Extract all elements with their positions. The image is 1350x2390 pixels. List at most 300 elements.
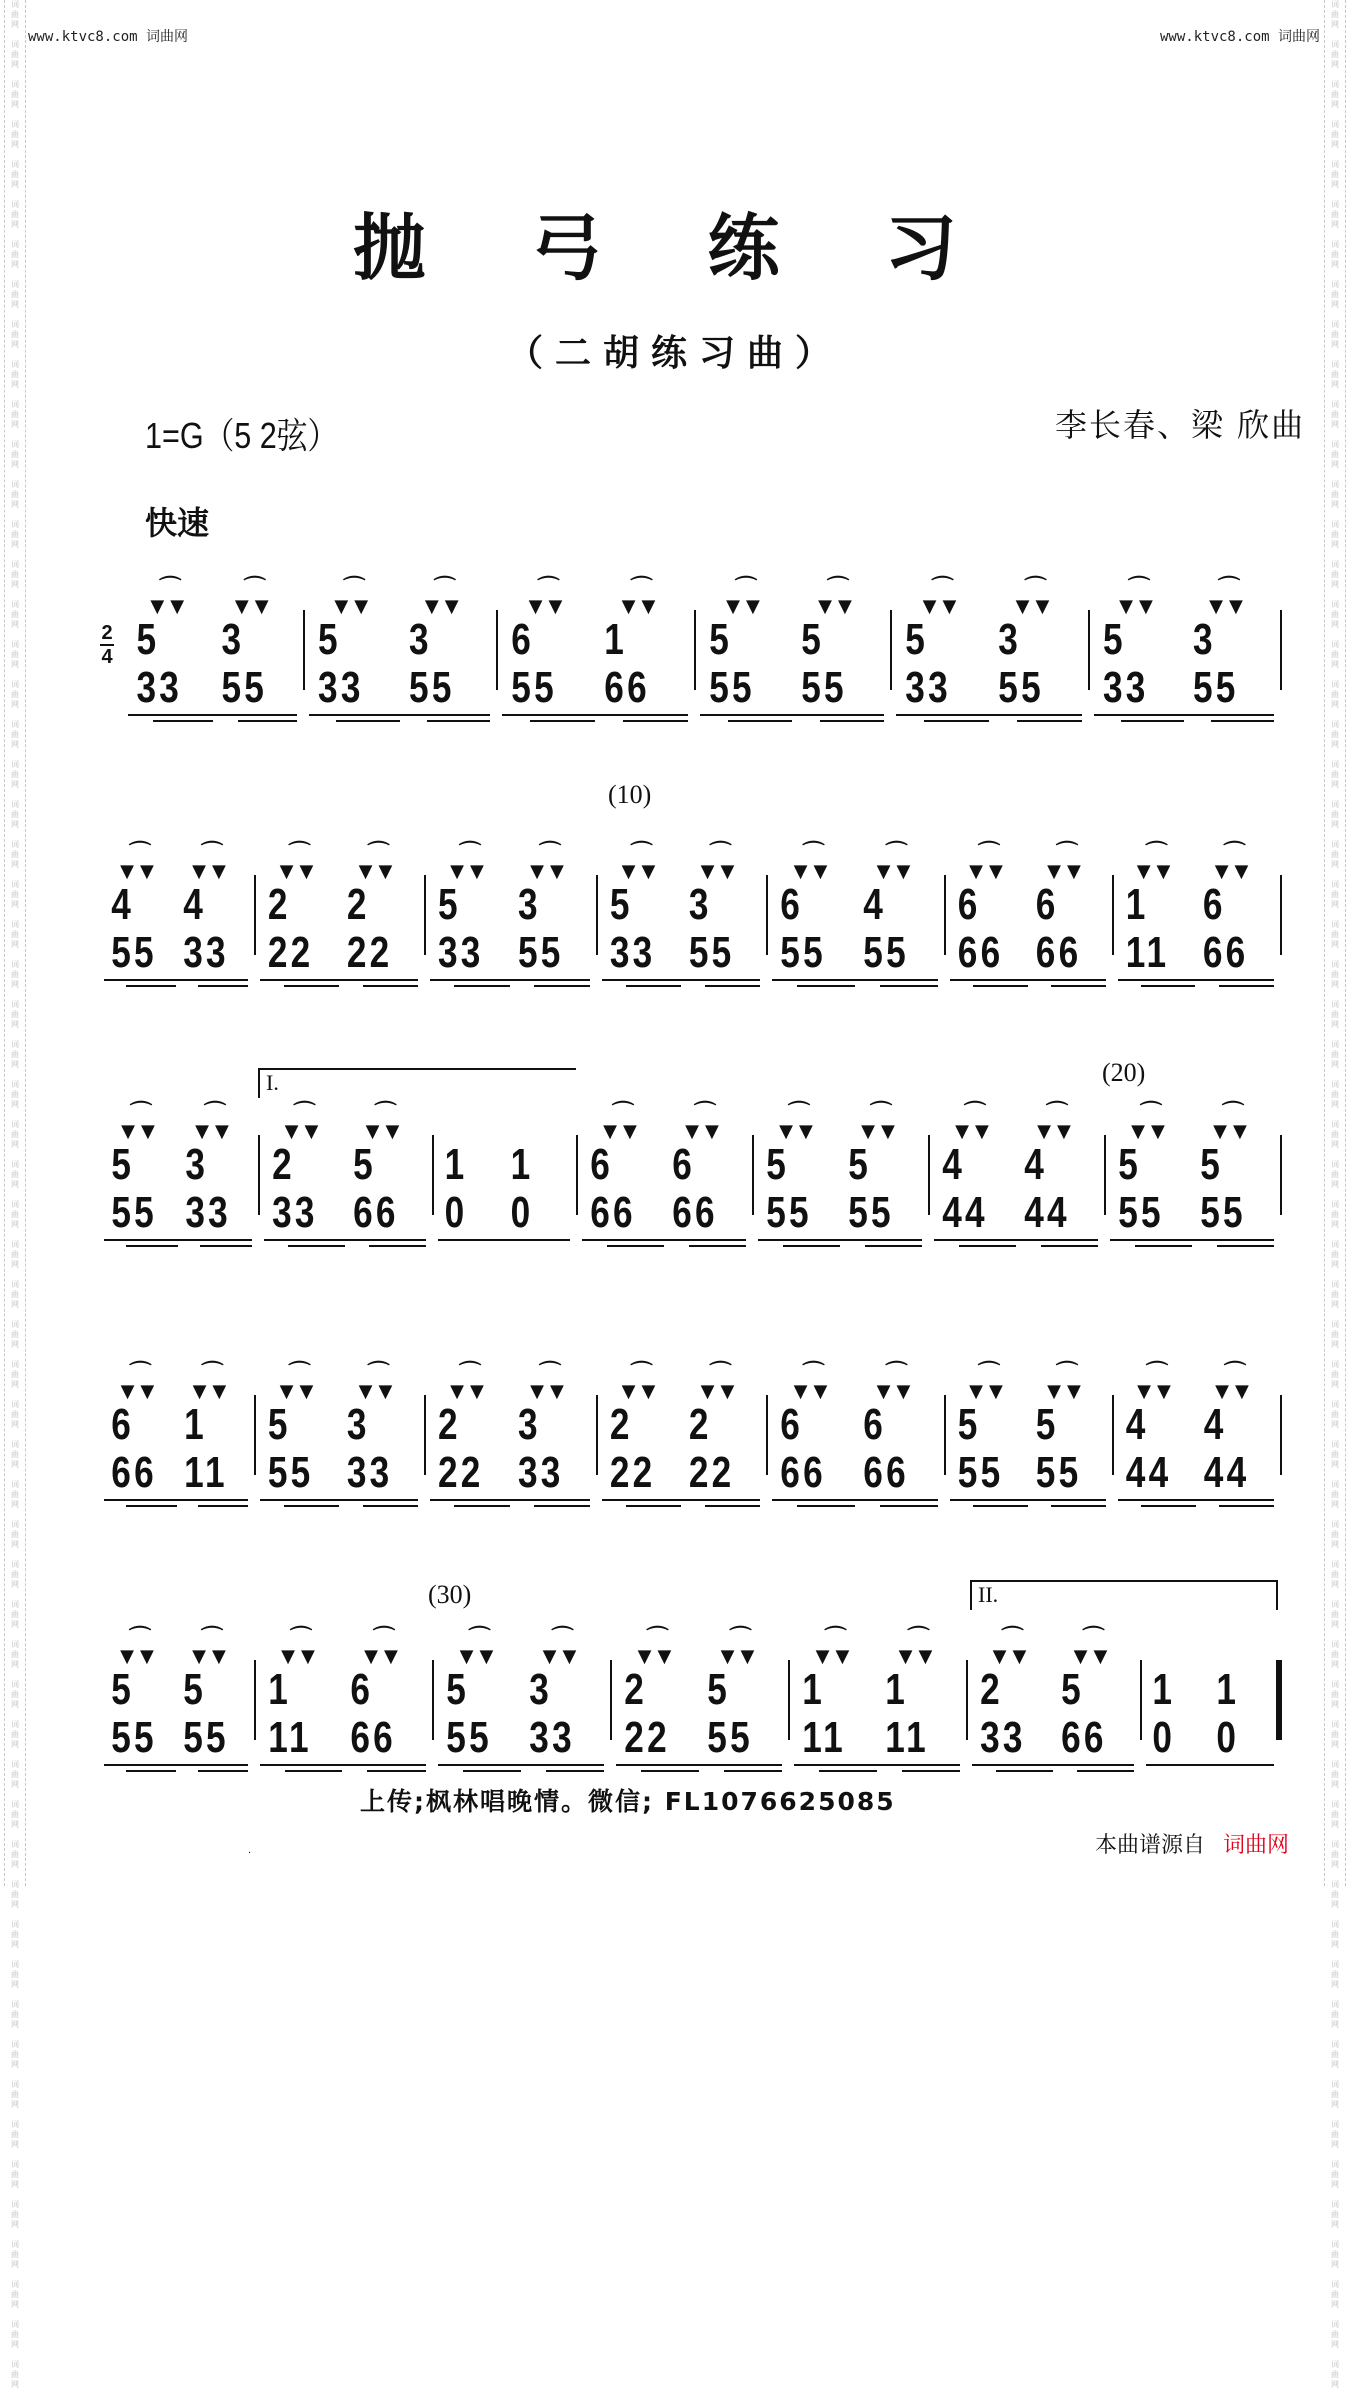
note-group: 5 55: [801, 615, 847, 712]
beat: [855, 825, 938, 987]
note-group: 4 44: [1125, 1400, 1172, 1497]
slur-icon: ⌒: [826, 576, 849, 601]
eighth-beam: [664, 1239, 746, 1241]
sixteenth-beam: [238, 720, 297, 722]
note-group: 5 55: [183, 1665, 229, 1762]
beat: [792, 560, 884, 722]
beat: [602, 1345, 681, 1507]
note-group: 4 44: [1024, 1140, 1070, 1237]
slur-icon: ⌒: [1223, 841, 1246, 866]
beat: [840, 1085, 922, 1247]
sixteenth-beam: [534, 985, 590, 987]
measure: [794, 1610, 960, 1772]
note-group: 5 66: [1061, 1665, 1107, 1762]
beat: [1110, 1085, 1192, 1247]
note-group: 1 0: [1216, 1665, 1240, 1762]
eighth-beam: [772, 1499, 855, 1501]
slur-icon: ⌒: [1055, 841, 1078, 866]
eighth-beam: [104, 1764, 176, 1766]
slur-icon: ⌒: [709, 1361, 732, 1386]
beat: [1028, 825, 1106, 987]
sixteenth-beam: [973, 985, 1028, 987]
bowing-marks: [779, 1085, 819, 1141]
slur-icon: ⌒: [729, 1626, 752, 1651]
eighth-beam: [681, 1499, 760, 1501]
measure: [104, 825, 248, 987]
slur-icon: ⌒: [907, 1626, 930, 1651]
eighth-beam: [1196, 1499, 1274, 1501]
note-group: 3 55: [688, 880, 735, 977]
tempo-marking: 快速: [145, 504, 210, 542]
note-group: 3 55: [998, 615, 1044, 712]
staccato-icon: ▼▼: [922, 596, 963, 617]
sixteenth-beam: [820, 720, 884, 722]
note-group: 5 55: [267, 1400, 314, 1497]
measure: [950, 1345, 1106, 1507]
bar-line: [890, 610, 892, 690]
eighth-beam: [128, 714, 213, 716]
bar-line: [432, 1660, 434, 1740]
note-group: 1 0: [1152, 1665, 1176, 1762]
bowing-marks: [120, 1610, 160, 1666]
measure: [602, 1345, 760, 1507]
staccato-icon: ▼▼: [815, 1646, 856, 1667]
eighth-beam: [950, 979, 1028, 981]
note-group: 2 22: [609, 1400, 656, 1497]
eighth-beam: [176, 1764, 248, 1766]
slur-icon: ⌒: [128, 1626, 151, 1651]
note-group: 5 66: [353, 1140, 399, 1237]
eighth-beam: [616, 1764, 699, 1766]
slur-icon: ⌒: [931, 576, 954, 601]
bowing-marks: [794, 1345, 834, 1401]
staccato-icon: ▼▼: [898, 1646, 939, 1667]
bowing-marks: [425, 560, 465, 616]
staccato-icon: ▼▼: [818, 596, 858, 617]
note-group: 1 11: [1125, 880, 1170, 977]
bar-line: [766, 875, 768, 955]
slur-icon: ⌒: [1045, 1101, 1068, 1126]
staccato-icon: ▼▼: [120, 1646, 160, 1667]
bar-line: [610, 1660, 612, 1740]
eighth-beam: [510, 1499, 590, 1501]
sixteenth-beam: [1141, 1505, 1196, 1507]
beat: [177, 1345, 248, 1507]
eighth-beam: [681, 979, 760, 981]
bar-line: [766, 1395, 768, 1475]
beat: [595, 560, 688, 722]
note-group: 5 55: [707, 1665, 753, 1762]
staccato-icon: ▼▼: [192, 1381, 233, 1402]
slur-icon: ⌒: [802, 841, 825, 866]
sixteenth-beam: [153, 720, 212, 722]
note-group: 2 33: [272, 1140, 318, 1237]
sixteenth-beam: [1017, 720, 1082, 722]
beat: [616, 1610, 699, 1772]
beat: [128, 560, 213, 722]
bar-line: [596, 875, 598, 955]
bowing-marks: [1047, 825, 1087, 881]
note-group: 5 55: [957, 1400, 1004, 1497]
bar-line: [1280, 875, 1282, 955]
staccato-icon: ▼▼: [192, 1646, 232, 1667]
sixteenth-beam: [336, 720, 399, 722]
measure: [430, 1345, 590, 1507]
sixteenth-beam: [1051, 985, 1106, 987]
measure: [1110, 1085, 1274, 1247]
note-group: 2 22: [688, 1400, 735, 1497]
slur-icon: ⌒: [1221, 1101, 1244, 1126]
note-group: 3 55: [220, 615, 267, 712]
bowing-marks: [450, 1345, 490, 1401]
note-group: 6 66: [863, 1400, 909, 1497]
slur-icon: ⌒: [538, 841, 561, 866]
eighth-beam: [1118, 979, 1195, 981]
eighth-beam: [521, 1764, 604, 1766]
note-group: 1 11: [183, 1400, 228, 1497]
slur-icon: ⌒: [693, 1101, 716, 1126]
eighth-beam: [855, 1499, 938, 1501]
note-group: 6 66: [672, 1140, 718, 1237]
slur-icon: ⌒: [372, 1626, 395, 1651]
sixteenth-beam: [126, 1245, 178, 1247]
sixteenth-beam: [641, 1770, 699, 1772]
slur-icon: ⌒: [1024, 576, 1047, 601]
bowing-marks: [955, 1085, 995, 1141]
note-group: 1 0: [510, 1140, 534, 1237]
sixteenth-beam: [198, 985, 248, 987]
bowing-marks: [726, 560, 766, 616]
sixteenth-beam: [1211, 720, 1274, 722]
measure: [309, 560, 490, 722]
sixteenth-beam: [902, 1770, 960, 1772]
slur-icon: ⌒: [734, 576, 757, 601]
slur-icon: ⌒: [458, 841, 481, 866]
slur-icon: ⌒: [537, 576, 560, 601]
source-brand: 词曲网: [1223, 1833, 1290, 1858]
eighth-beam: [1016, 1239, 1098, 1241]
staccato-icon: ▼▼: [120, 861, 160, 882]
sixteenth-beam: [363, 1505, 418, 1507]
measure: [502, 560, 688, 722]
note-group: 6 66: [350, 1665, 396, 1762]
sixteenth-beam: [924, 720, 989, 722]
eighth-beam: [934, 1239, 1016, 1241]
eighth-beam: [699, 1764, 782, 1766]
eighth-beam: [792, 714, 884, 716]
staccato-icon: ▼▼: [121, 1121, 161, 1142]
staccato-icon: ▼▼: [195, 1121, 235, 1142]
sixteenth-beam: [198, 1505, 248, 1507]
beat: [1196, 1345, 1274, 1507]
header-right-url: www.ktvc8.com 词曲网: [1160, 29, 1321, 45]
sixteenth-beam: [284, 1505, 339, 1507]
staccato-icon: ▼▼: [234, 596, 275, 617]
note-group: 2 22: [346, 880, 393, 977]
staccato-icon: ▼▼: [1137, 1381, 1177, 1402]
eighth-beam: [602, 979, 681, 981]
eighth-beam: [700, 714, 792, 716]
bar-line: [1280, 1135, 1282, 1215]
beat: [430, 1345, 510, 1507]
sixteenth-beam: [1041, 1245, 1098, 1247]
slur-icon: ⌒: [458, 1361, 481, 1386]
slur-icon: ⌒: [129, 1361, 152, 1386]
measure: [934, 1085, 1098, 1247]
beat: [772, 825, 855, 987]
beat: [342, 1610, 426, 1772]
bowing-marks: [1016, 560, 1056, 616]
slur-icon: ⌒: [288, 841, 311, 866]
staccato-icon: ▼▼: [720, 1646, 761, 1667]
sixteenth-beam: [797, 1505, 855, 1507]
staccato-icon: ▼▼: [1037, 1121, 1077, 1142]
sixteenth-beam: [865, 1245, 922, 1247]
sixteenth-beam: [1135, 1245, 1192, 1247]
slur-icon: ⌒: [201, 1361, 224, 1386]
bowing-marks: [877, 825, 917, 881]
beat: [438, 1610, 521, 1772]
slur-icon: ⌒: [869, 1101, 892, 1126]
bowing-marks: [359, 825, 399, 881]
beat: [681, 1345, 760, 1507]
sixteenth-beam: [973, 1505, 1028, 1507]
sixteenth-beam: [1051, 1505, 1106, 1507]
eighth-beam: [438, 1764, 521, 1766]
bar-line: [944, 1395, 946, 1475]
bowing-marks: [195, 1085, 235, 1141]
bowing-marks: [622, 560, 662, 616]
beat: [699, 1610, 782, 1772]
upload-credit: 上传;枫林唱晚情。微信; FL1076625085: [360, 1787, 896, 1816]
eighth-beam: [345, 1239, 426, 1241]
sixteenth-beam: [728, 720, 792, 722]
bar-line: [752, 1135, 754, 1215]
eighth-beam: [595, 714, 688, 716]
measure: [700, 560, 884, 722]
slur-icon: ⌒: [963, 1101, 986, 1126]
measure: [772, 1345, 938, 1507]
staccato-icon: ▼▼: [700, 1381, 741, 1402]
slur-icon: ⌒: [1217, 576, 1240, 601]
staccato-icon: ▼▼: [279, 1381, 320, 1402]
bowing-marks: [993, 1610, 1033, 1666]
beat: [260, 825, 339, 987]
slur-icon: ⌒: [200, 1626, 223, 1651]
slur-icon: ⌒: [1145, 1361, 1168, 1386]
bar-line: [424, 875, 426, 955]
measure: [616, 1610, 782, 1772]
sixteenth-beam: [546, 1770, 604, 1772]
bowing-marks: [530, 825, 570, 881]
beat: [989, 560, 1082, 722]
note-group: 5 33: [1103, 615, 1149, 712]
sixteenth-beam: [1217, 1245, 1274, 1247]
sixteenth-beam: [530, 720, 595, 722]
measure: [260, 1345, 418, 1507]
staccato-icon: ▼▼: [459, 1646, 500, 1667]
staccato-icon: ▼▼: [530, 1381, 570, 1402]
slur-icon: ⌒: [630, 841, 653, 866]
staccato-icon: ▼▼: [424, 596, 465, 617]
note-group: 4 33: [183, 880, 229, 977]
staccato-icon: ▼▼: [621, 861, 662, 882]
bowing-marks: [366, 1085, 406, 1141]
slur-icon: ⌒: [128, 841, 151, 866]
beat: [758, 1085, 840, 1247]
bowing-marks: [192, 825, 232, 881]
beat: [504, 1085, 570, 1241]
beat: [1094, 560, 1184, 722]
bowing-marks: [281, 1610, 321, 1666]
staccato-icon: ▼▼: [358, 861, 399, 882]
beat: [1184, 560, 1274, 722]
eighth-beam: [582, 1239, 664, 1241]
beat: [794, 1610, 877, 1772]
bowing-marks: [334, 560, 374, 616]
left-watermark-strip: 词 曲 网 词 曲 网 词 曲 网 词 曲 网 词 曲 网 词 曲 网 词 曲 网 词 曲 网 词 曲 网 词 曲 网 词 曲 网 词 曲 网 词 曲 网 词 曲 网 词 曲 网 词 曲 网 词 曲 网 词 曲 网 词 曲 网 词 曲 网 词 曲 网 词 曲 网 词 曲 网 词 曲 网 词 曲 网 词 曲 网 词 曲 网 词 曲 网 词 曲 网 词 曲 网 词 曲 网 词 曲 网 词 曲 网 词 曲 网 词 曲 网 词 曲 网 词 曲 网 词 曲 网 词 曲 网 词 曲 网 词 曲 网 词 曲 网 词 曲 网 词 曲 网 词 曲 网 词 曲 网 词 曲 网 词 曲 网 词 曲 网 词 曲 网 词 曲 网 词 曲 网 词 曲 网 词 曲 网 词 曲 网 词 曲 网 词 曲 网 词 曲 网 词 曲 网 词 曲 网: [4, 0, 26, 1886]
sixteenth-beam: [626, 1505, 681, 1507]
staccato-icon: ▼▼: [1136, 861, 1177, 882]
measure: [104, 1085, 252, 1247]
beat: [1146, 1610, 1210, 1766]
bowing-marks: [899, 1610, 939, 1666]
bar-line: [432, 1135, 434, 1215]
measure: [430, 825, 590, 987]
beat: [400, 560, 491, 722]
bar-line: [694, 610, 696, 690]
bowing-marks: [1213, 1085, 1253, 1141]
bar-line: [1112, 875, 1114, 955]
sixteenth-beam: [1141, 985, 1195, 987]
note-group: 3 33: [518, 1400, 564, 1497]
beat: [1016, 1085, 1098, 1247]
staccato-icon: ▼▼: [150, 596, 191, 617]
staccato-icon: ▼▼: [364, 1646, 404, 1667]
slur-icon: ⌒: [802, 1361, 825, 1386]
note-group: 4 44: [942, 1140, 988, 1237]
note-group: 1 66: [604, 615, 650, 712]
measure: [950, 825, 1106, 987]
slur-icon: ⌒: [538, 1361, 561, 1386]
staccato-icon: ▼▼: [637, 1646, 678, 1667]
slur-icon: ⌒: [885, 1361, 908, 1386]
sixteenth-beam: [626, 985, 681, 987]
note-group: 5 33: [609, 880, 656, 977]
measure: [972, 1610, 1134, 1772]
volta-second-ending: II.: [970, 1580, 1278, 1610]
beat: [510, 825, 590, 987]
sixteenth-beam: [427, 720, 490, 722]
note-group: 2 33: [980, 1665, 1026, 1762]
volta-first-ending: I.: [258, 1068, 576, 1098]
source-credit: [1095, 1828, 1289, 1859]
sixteenth-beam: [705, 985, 760, 987]
staccato-icon: ▼▼: [120, 1381, 161, 1402]
eighth-beam: [1118, 1499, 1196, 1501]
slur-icon: ⌒: [1001, 1626, 1024, 1651]
note-group: 2 22: [267, 880, 314, 977]
bowing-marks: [622, 1345, 662, 1401]
staccato-icon: ▼▼: [779, 1121, 819, 1142]
note-group: 6 66: [780, 1400, 826, 1497]
bowing-marks: [460, 1610, 500, 1666]
eighth-beam: [260, 1499, 339, 1501]
beat: [178, 1085, 252, 1247]
sixteenth-beam: [126, 985, 176, 987]
measure: [1118, 1345, 1274, 1507]
slur-icon: ⌒: [1055, 1361, 1078, 1386]
eighth-beam: [1053, 1764, 1134, 1766]
note-group: 6 66: [111, 1400, 157, 1497]
slur-icon: ⌒: [367, 1361, 390, 1386]
slur-icon: ⌒: [1082, 1626, 1105, 1651]
note-group: 3 33: [185, 1140, 231, 1237]
note-group: 6 55: [780, 880, 826, 977]
bar-line: [424, 1395, 426, 1475]
bowing-marks: [622, 825, 662, 881]
bar-line: [496, 610, 498, 690]
eighth-beam: [176, 979, 248, 981]
measure: [438, 1085, 570, 1241]
staccato-icon: ▼▼: [542, 1646, 583, 1667]
measure: [1094, 560, 1274, 722]
measure: [438, 1610, 604, 1772]
eighth-beam: [213, 714, 298, 716]
note-group: 6 66: [1035, 880, 1082, 977]
sixteenth-beam: [288, 1245, 345, 1247]
staccato-icon: ▼▼: [603, 1121, 643, 1142]
measure: [1118, 825, 1274, 987]
sixteenth-beam: [454, 1505, 510, 1507]
bowing-marks: [1137, 825, 1177, 881]
beat: [260, 1345, 339, 1507]
measure-number-30: (30): [428, 1580, 472, 1609]
sixteenth-beam: [959, 1245, 1016, 1247]
beat: [1192, 1085, 1274, 1247]
note-group: 6 66: [1202, 880, 1249, 977]
beat: [772, 1345, 855, 1507]
staccato-icon: ▼▼: [1119, 596, 1159, 617]
note-group: 5 55: [1118, 1140, 1164, 1237]
beat: [260, 1610, 342, 1772]
note-group: 1 11: [885, 1665, 929, 1762]
bowing-marks: [721, 1610, 761, 1666]
staccato-icon: ▼▼: [334, 596, 375, 617]
slur-icon: ⌒: [159, 576, 182, 601]
bowing-marks: [364, 1610, 404, 1666]
beat: [934, 1085, 1016, 1247]
bar-line: [576, 1135, 578, 1215]
eighth-beam: [260, 979, 339, 981]
staccato-icon: ▼▼: [284, 1121, 325, 1142]
staccato-icon: ▼▼: [621, 1381, 662, 1402]
bar-line: [1280, 610, 1282, 690]
bowing-marks: [1131, 1085, 1171, 1141]
sixteenth-beam: [797, 985, 855, 987]
measure: [1146, 1610, 1274, 1766]
eighth-beam: [504, 1239, 570, 1241]
eighth-beam: [339, 1499, 418, 1501]
sixteenth-beam: [367, 1770, 426, 1772]
note-group: 5 55: [766, 1140, 812, 1237]
eighth-beam: [1028, 1499, 1106, 1501]
staccato-icon: ▼▼: [1015, 596, 1056, 617]
sixteenth-beam: [880, 985, 938, 987]
staccato-icon: ▼▼: [793, 861, 834, 882]
slur-icon: ⌒: [824, 1626, 847, 1651]
measure: [264, 1085, 426, 1247]
